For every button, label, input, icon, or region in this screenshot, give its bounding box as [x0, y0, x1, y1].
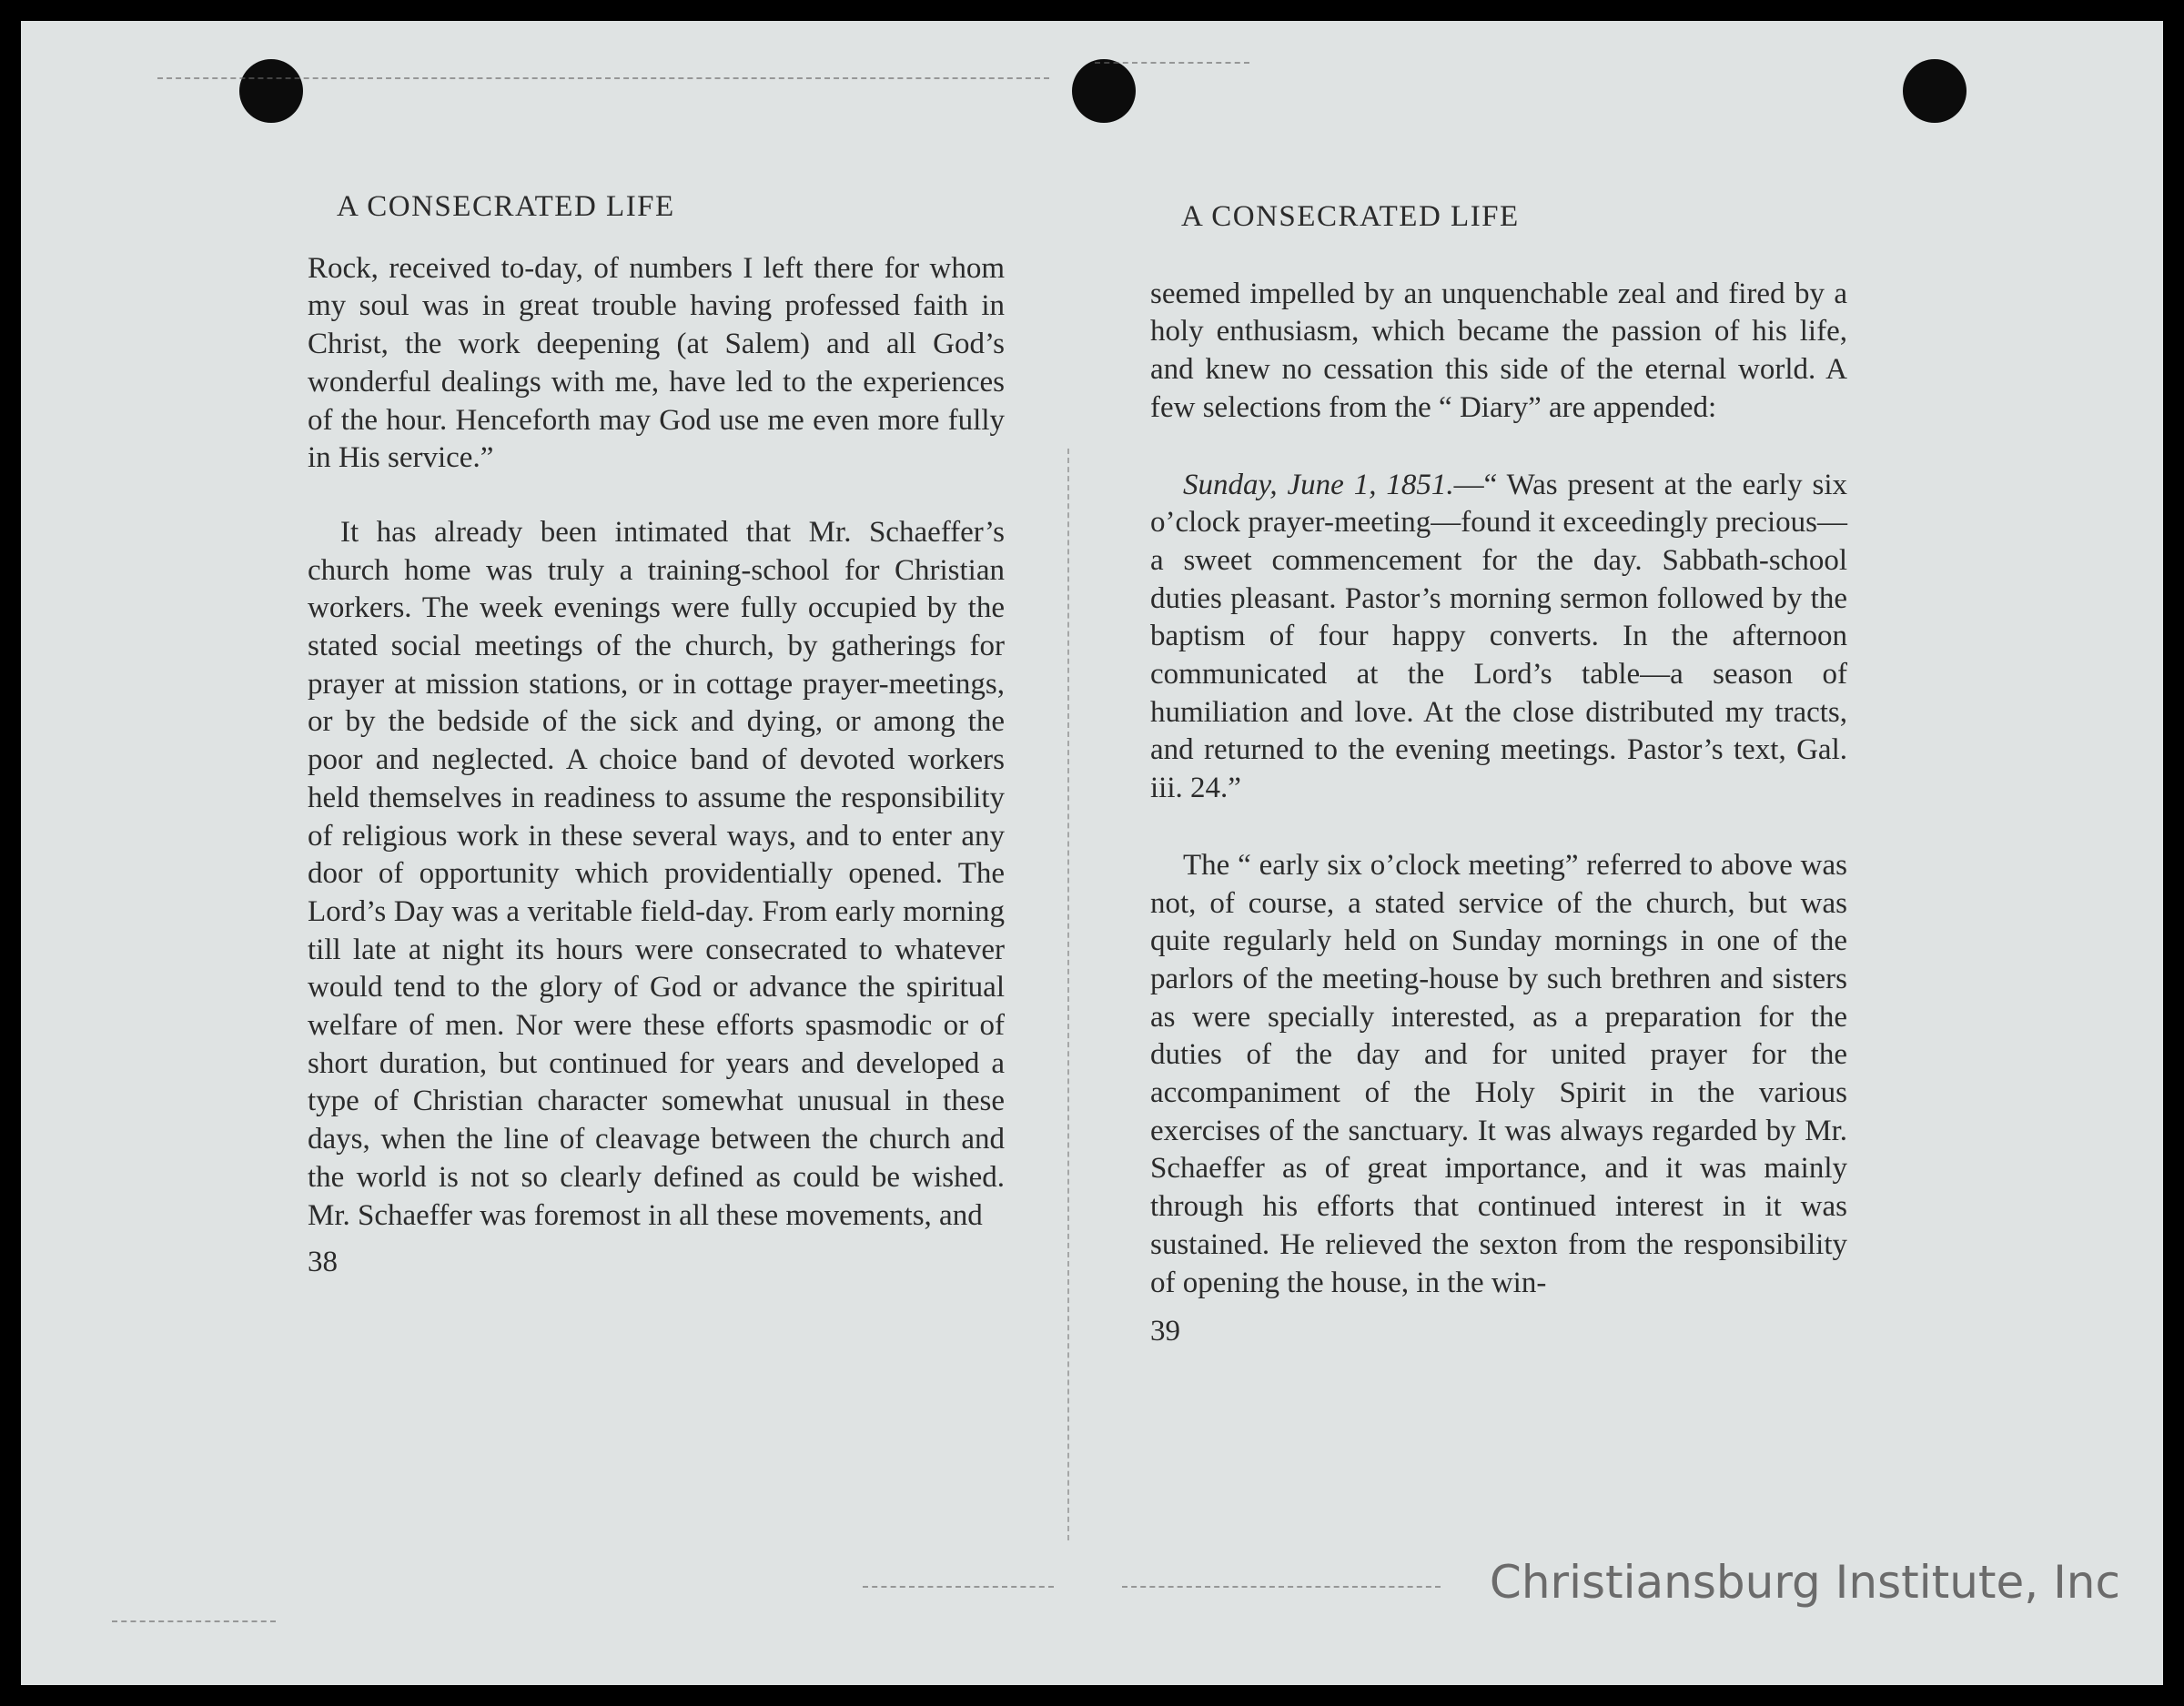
right-running-head: A CONSECRATED LIFE	[1181, 200, 1520, 233]
left-page	[308, 188, 1005, 1282]
edge-mark-top-right	[1095, 62, 1249, 64]
diary-dateline: Sunday, June 1, 1851.	[1183, 468, 1454, 501]
page-fold-line	[1067, 449, 1069, 1540]
diary-text: —“ Was present at the early six o’clock prayer-meeting—found it exceedingly precious—a sweet commencement for the day. Sabbath-school duties pleasant. Pastor’s morning sermon followed by the baptism of four happy converts. In the afternoon communicated at the Lord’s table—a season of humiliation and love. At the close distributed my tracts, and returned to the evening meetings. Pastor’s text, Gal. iii. 24.”	[1150, 468, 1847, 805]
edge-mark-bottom-left	[112, 1620, 276, 1622]
right-page	[1150, 198, 1847, 1351]
edge-mark-bottom-right	[1122, 1586, 1441, 1588]
edge-mark-top-left	[157, 77, 1049, 79]
punch-hole-center	[1072, 59, 1136, 123]
punch-hole-left	[239, 59, 303, 123]
right-diary-entry	[1150, 467, 1847, 808]
left-paragraph-1: Rock, received to-day, of numbers I left there for whom my soul was in great trouble having professed faith in Christ, the work deepening (at Salem) and all God’s wonderful dealings with me, have led to the experiences of the hour. Henceforth may God use me even more fully in His service.”	[308, 251, 1005, 475]
right-page-number: 39	[1150, 1315, 1180, 1348]
edge-mark-bottom-center	[863, 1586, 1054, 1588]
punch-hole-right	[1903, 59, 1967, 123]
right-paragraph-3: The “ early six o’clock meeting” referred to above was not, of course, a stated service of the church, but was quite regularly held on Sunday mornings in one of the parlors of the meeting-house by such brethren and sisters as were specially interested, as a preparation for the duties of the day and for united prayer for the accompaniment of the Holy Spirit in the various exercises of the sanctuary. It was always regarded by Mr. Schaeffer as of great importance, and it was mainly through his efforts that continued interest in it was sustained. He relieved the sexton from the responsibility of opening the house, in the win-	[1150, 848, 1847, 1299]
watermark-text: Christiansburg Institute, Inc	[1489, 1556, 2120, 1609]
right-paragraph-1: seemed impelled by an unquenchable zeal and fired by a holy enthusiasm, which became the passion of his life, and knew no cessation this side of the eternal world. A few selections from the “ Diary” are appended:	[1150, 277, 1847, 424]
left-paragraph-2: It has already been intimated that Mr. Schaeffer’s church home was truly a training-school for Christian workers. The week evenings were fully occupied by the stated social meetings of the church, by gatherings for prayer at mission stations, or in cottage prayer-meetings, or by the bedside of the sick and dying, or among the poor and neglected. A choice band of devoted workers held themselves in readiness to assume the responsibility of religious work in these several ways, and to enter any door of opportunity which providentially opened. The Lord’s Day was a veritable field-day. From early morning till late at night its hours were consecrated to whatever would tend to the glory of God or advance the spiritual welfare of men. Nor were these efforts spasmodic or of short duration, but continued for years and developed a type of Christian character somewhat unusual in these days, when the line of cleavage between the church and the world is not so clearly defined as could be wished. Mr. Schaeffer was foremost in all these movements, and	[308, 515, 1005, 1232]
left-page-number: 38	[308, 1246, 338, 1279]
left-running-head: A CONSECRATED LIFE	[337, 190, 675, 223]
